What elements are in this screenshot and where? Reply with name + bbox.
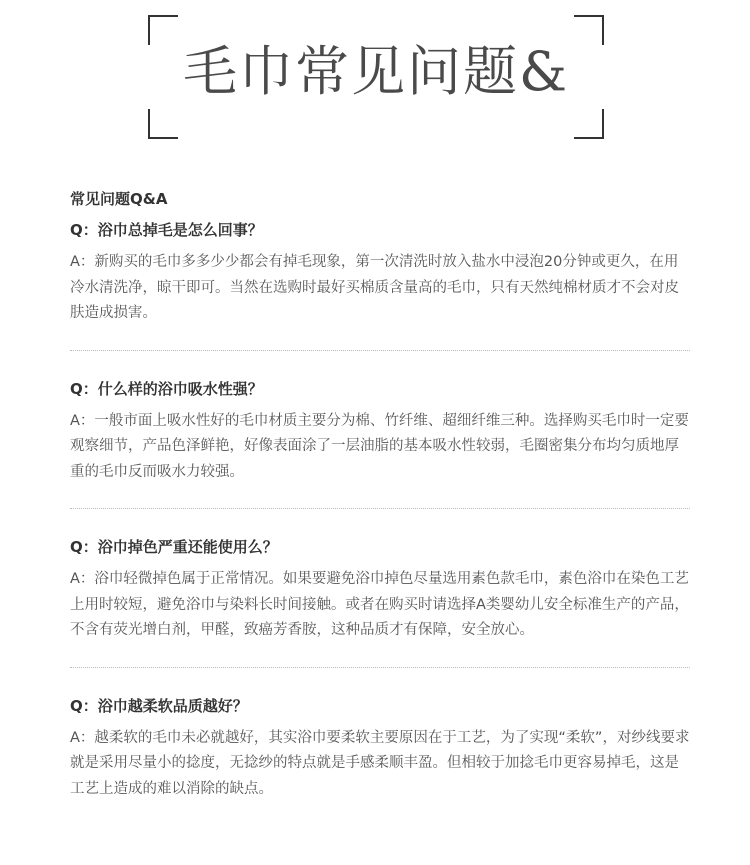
faq-item-4 xyxy=(70,695,690,803)
faq-answer: A：一般市面上吸水性好的毛巾材质主要分为棉、竹纤维、超细纤维三种。选择购买毛巾时一定要观察细节，产品色泽鲜艳，好像表面涂了一层油脂的基本吸水性较弱，毛圈密集分布均匀质地厚重的毛巾反而吸水力较强。 xyxy=(70,412,689,480)
page-title: 毛巾常见问题& xyxy=(182,40,570,103)
section-heading: 常见问题Q&A xyxy=(70,190,168,208)
divider xyxy=(70,508,690,509)
faq-content xyxy=(70,188,690,802)
faq-answer: A：新购买的毛巾多多少少都会有掉毛现象，第一次清洗时放入盐水中浸泡20分钟或更久，在用冷水清洗净，晾干即可。当然在选购时最好买棉质含量高的毛巾，只有天然纯棉材质才不会对皮肤造成损害。 xyxy=(70,254,679,321)
divider xyxy=(70,667,690,668)
frame-corner-bottom-left xyxy=(148,109,178,139)
faq-answer: A：浴巾轻微掉色属于正常情况。如果要避免浴巾掉色尽量选用素色款毛巾，素色浴巾在染色工艺上用时较短，避免浴巾与染料长时间接触。或者在购买时请选择A类婴幼儿安全标准生产的产品，不含有荧光增白剂，甲醛，致癌芳香胺，这种品质才有保障，安全放心。 xyxy=(70,571,689,638)
divider xyxy=(70,350,690,351)
faq-item-1 xyxy=(70,219,690,327)
faq-question: Q：浴巾掉色严重还能使用么？ xyxy=(70,538,278,556)
frame-corner-bottom-right xyxy=(574,109,604,139)
faq-question: Q：浴巾总掉毛是怎么回事？ xyxy=(70,221,263,239)
faq-item-2 xyxy=(70,378,690,486)
faq-answer: A：越柔软的毛巾未必就越好，其实浴巾要柔软主要原因在于工艺，为了实现“柔软”，对纱线要求就是采用尽量小的捻度，无捻纱的特点就是手感柔顺丰盈。但相较于加捻毛巾更容易掉毛，这是工艺上造成的难以消除的缺点。 xyxy=(70,729,690,797)
title-frame xyxy=(148,15,604,139)
faq-question: Q：浴巾越柔软品质越好？ xyxy=(70,696,248,715)
faq-question: Q：什么样的浴巾吸水性强？ xyxy=(70,379,263,398)
faq-item-3 xyxy=(70,536,690,644)
